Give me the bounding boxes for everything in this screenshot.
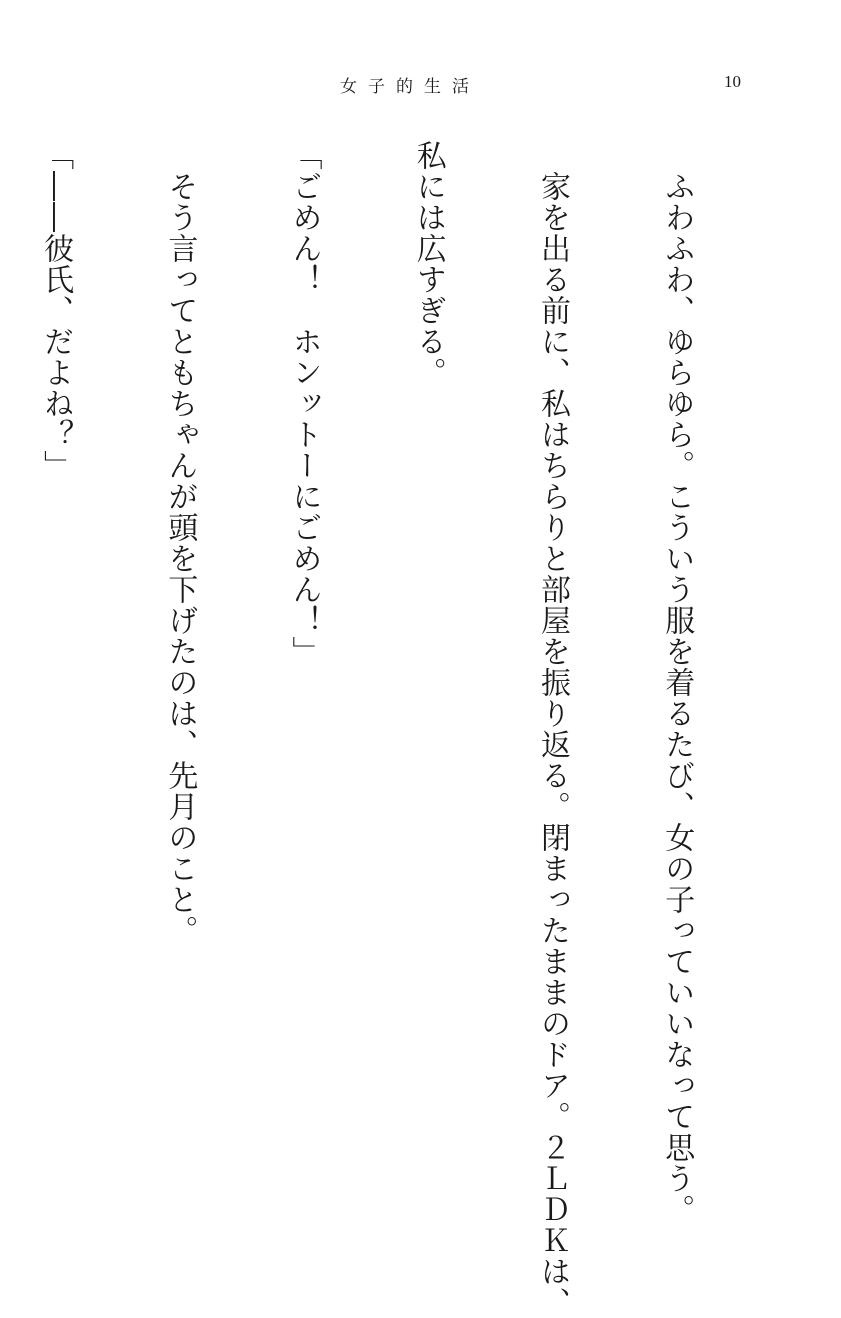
text-line: 「ごめん！ ホンットーにごめん！」 xyxy=(286,140,322,667)
vertical-text-body xyxy=(38,140,780,1318)
running-title: 女子的生活 xyxy=(340,77,480,97)
text-line: ふわふわ、ゆらゆら。こういう服を着るたび、女の子っていいなって思う。 xyxy=(659,171,695,1225)
page-number: 10 xyxy=(724,72,741,91)
text-line: そう言ってともちゃんが頭を下げたのは、先月のこと。 xyxy=(162,171,198,946)
text-line: 「――彼氏、だよね？」 xyxy=(38,140,74,481)
text-line: 私には広すぎる。 xyxy=(410,140,446,388)
text-line: 家を出る前に、私はちらりと部屋を振り返る。閉まったままのドア。２ＬＤＫは、 xyxy=(534,171,570,1318)
